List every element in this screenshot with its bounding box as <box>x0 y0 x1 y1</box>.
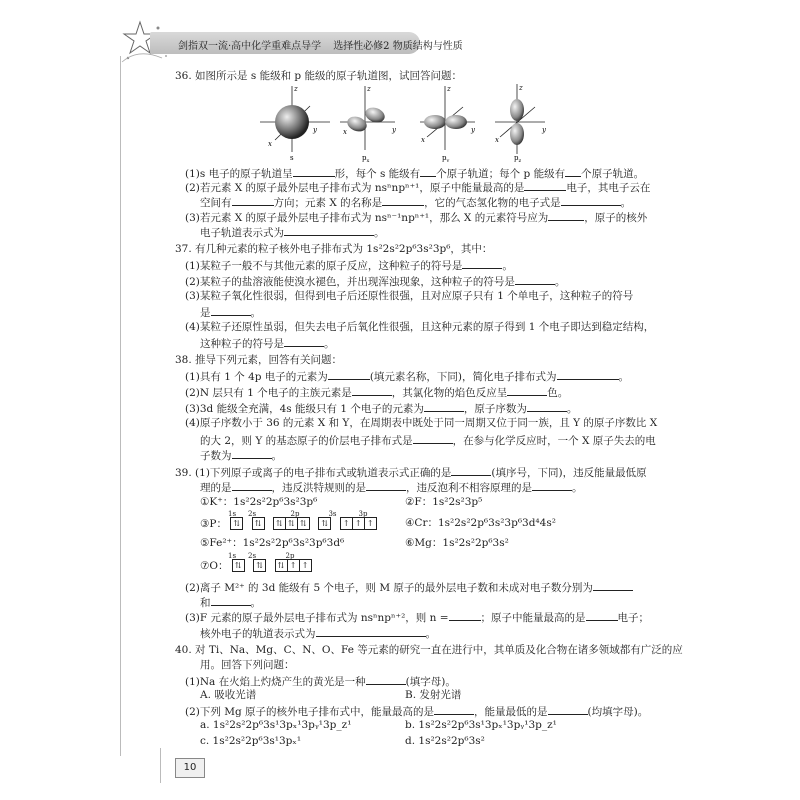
q40-option-a: a. 1s²2s²2p⁶3s¹3pₓ¹3pᵧ¹3p_z¹ <box>200 719 352 731</box>
svg-text:z: z <box>367 85 371 93</box>
svg-text:x: x <box>421 136 425 144</box>
q39-part2-cont: 和 。 <box>200 597 261 609</box>
svg-text:y: y <box>471 126 475 134</box>
q39-part3: (3)F 元素的原子最外层电子排布式为 nsⁿnpⁿ⁺²，则 n = ；原子中能量最高的是 电子； <box>185 612 650 624</box>
q39-stem-cont: 理的是 ，违反洪特规则的是 ，违反泡利不相容原理的是 。 <box>200 482 583 494</box>
q39-option-4: ④Cr：1s²2s²2p⁶3s²3p⁶3d⁴4s² <box>405 517 556 529</box>
svg-text:x: x <box>268 140 272 148</box>
svg-text:y: y <box>392 126 396 134</box>
svg-text:x: x <box>343 128 347 136</box>
q39-stem: 39. (1)下列原子或离子的电子排布式或轨道表示式正确的是 (填序号，下同)，违反能量最低原 <box>175 467 647 479</box>
q38-part2: (2)N 层只有 1 个电子的主族元素是 ，其氯化物的焰色反应呈 色。 <box>185 387 569 399</box>
q38-part1: (1)具有 1 个 4p 电子的元素为 (填元素名称，下同)，简化电子排布式为 。 <box>185 371 630 383</box>
q40-option-A: A. 吸收光谱 <box>200 689 257 701</box>
q39-option-7: ⑦O： ⇅ ⇅ ⇅ ↑ ↑ <box>200 559 311 573</box>
axis-z-label-s: z <box>294 85 298 93</box>
q36-part1: (1)s 电子的原子轨道呈 形，每个 s 能级有 个原子轨道；每个 p 能级有 个原子轨道。 <box>185 168 645 180</box>
orbital-diagram <box>255 82 555 162</box>
q37-part1: (1)某粒子一般不与其他元素的原子反应，这种粒子的符号是 。 <box>185 260 513 272</box>
margin-line <box>120 56 121 756</box>
q39-option-1: ①K⁺：1s²2s²2p⁶3s²3p⁶ <box>200 496 318 508</box>
orbital-label-px: $p_x$ <box>362 154 370 162</box>
py-orbital <box>420 86 475 150</box>
q39-option-3: ③P： ⇅ ⇅ ⇅ ⇅ ⇅ ⇅ ↑ ↑ ↑ <box>200 517 376 531</box>
q39-part2: (2)离子 M²⁺ 的 3d 能级有 5 个电子，则 M 原子的最外层电子数和未成对电子数分别为 <box>185 580 633 595</box>
q40-option-c: c. 1s²2s²2p⁶3s¹3pₓ¹ <box>200 735 302 747</box>
header-title: 剑指双一流·高中化学重难点导学 <box>178 41 322 52</box>
q40-part2: (2)下列 Mg 原子的核外电子排布式中，能量最高的是 ，能量最低的是 (均填字母)。 <box>185 706 649 718</box>
q37-part4-cont: 这种粒子的符号是 。 <box>200 338 335 350</box>
q36-stem: 36. 如图所示是 s 能级和 p 能级的原子轨道图，试回答问题： <box>175 70 462 82</box>
orbital-boxes-p: ⇅ <box>230 517 242 531</box>
pz-orbital <box>495 84 545 154</box>
q39-part3-cont: 核外电子的轨道表示式为 。 <box>200 628 436 640</box>
q36-part3-cont: 电子轨道表示式为 。 <box>200 227 385 239</box>
q39-opt7-sublevels: 1s 2s 2p <box>228 552 295 560</box>
q37-part3-cont: 是 。 <box>200 307 261 319</box>
q40-part1: (1)Na 在火焰上灼烧产生的黄光是一种 (填字母)。 <box>185 676 456 688</box>
svg-text:z: z <box>519 84 523 92</box>
q39-option-6: ⑥Mg：1s²2s²2p⁶3s² <box>405 537 509 549</box>
px-orbital <box>340 86 395 150</box>
orbital-label-s: s <box>290 154 294 162</box>
q36-part2: (2)若元素 X 的原子最外层电子排布式为 nsⁿnpⁿ⁺¹，原子中能量最高的是 电子，其电子云在 <box>185 182 651 194</box>
q36-part2-cont: 空间有 方向；元素 X 的名称是 ，它的气态氢化物的电子式是 。 <box>200 197 632 209</box>
header-subtitle: 选择性必修2 物质结构与性质 <box>333 41 463 52</box>
svg-text:z: z <box>447 85 451 93</box>
q40-stem: 40. 对 Ti、Na、Mg、C、N、O、Fe 等元素的研究一直在进行中，其单质及化合物在诸多领域都有广泛的应 <box>175 644 683 656</box>
q38-part3: (3)3d 能级全充满，4s 能级只有 1 个电子的元素为 ，原子序数为 。 <box>185 403 578 415</box>
q37-part3: (3)某粒子氧化性很弱，但得到电子后还原性很强，且对应原子只有 1 个单电子，这种粒子的符号 <box>185 290 634 302</box>
q37-part4: (4)某粒子还原性虽弱，但失去电子后氧化性很强，且这种元素的原子得到 1 个电子即达到稳定结构， <box>185 321 655 333</box>
orbital-label-pz: $p_z$ <box>514 154 522 162</box>
page-header <box>178 37 463 52</box>
q38-part4-cont: 的大 2，则 Y 的基态原子的价层电子排布式是 ，在参与化学反应时，一个 X 原子失去的电 <box>200 435 656 447</box>
orbital-label-py: $p_y$ <box>442 154 450 162</box>
q39-option-5: ⑤Fe²⁺：1s²2s²2p⁶3s²3p⁶3d⁶ <box>200 537 345 549</box>
q38-part4: (4)原子序数小于 36 的元素 X 和 Y，在周期表中既处于同一周期又位于同一族，且 Y 的原子序数比 X <box>185 417 658 429</box>
svg-text:y: y <box>313 126 317 134</box>
q40-option-d: d. 1s²2s²2p⁶3s² <box>405 735 485 747</box>
q40-option-b: b. 1s²2s²2p⁶3s¹3pₓ¹3pᵧ¹3p_z¹ <box>405 719 557 731</box>
q39-opt3-sublevels: 1s 2s 2p 3s 3p <box>228 510 368 518</box>
q39-option-2: ②F：1s²2s²3p⁵ <box>405 496 483 508</box>
q40-stem-cont: 用。回答下列问题： <box>200 659 295 671</box>
q38-part4-cont2: 子数为 。 <box>200 450 282 462</box>
q37-stem: 37. 有几种元素的粒子核外电子排布式为 1s²2s²2p⁶3s²3p⁶，其中： <box>175 243 493 255</box>
q37-part2: (2)某粒子的盐溶液能使溴水褪色，并出现浑浊现象，这种粒子的符号是 。 <box>185 276 566 288</box>
svg-text:x: x <box>495 136 499 144</box>
q36-part3: (3)若元素 X 的原子最外层电子排布式为 nsⁿ⁻¹npⁿ⁺¹，那么 X 的元素符号应为 ，原子的核外 <box>185 212 648 224</box>
q38-stem: 38. 推导下列元素，回答有关问题： <box>175 354 343 366</box>
orbital-boxes-o: ⇅ <box>232 559 244 573</box>
page-number: 10 <box>175 758 205 778</box>
svg-text:y: y <box>542 126 546 134</box>
q40-option-B: B. 发射光谱 <box>405 689 462 701</box>
